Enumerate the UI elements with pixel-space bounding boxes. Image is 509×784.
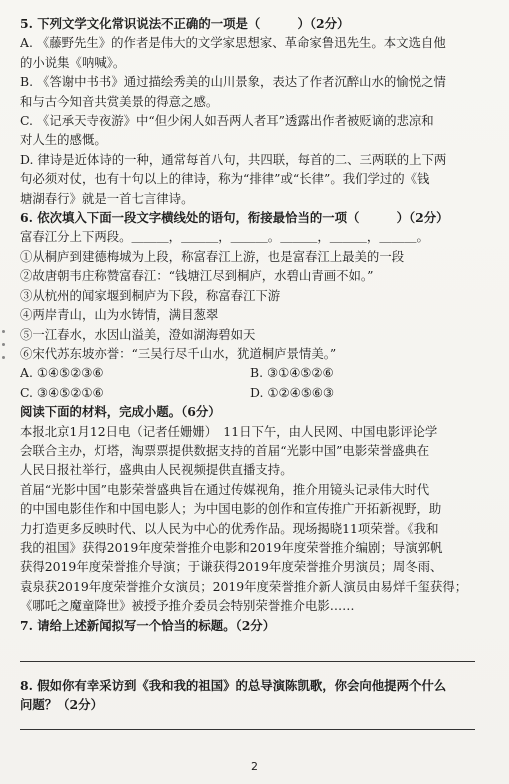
binding-holes xyxy=(2,320,10,450)
q5-option-b-line1: B. 《答谢中书书》通过描绘秀美的山川景象，表达了作者沉醉山水的愉悦之情 xyxy=(20,74,446,90)
reading-p1-line1: 本报北京1月12日电（记者任姗姗） 11日下午，由人民网、中国电影评论学 xyxy=(20,423,438,439)
reading-p2-line2: 的中国电影佳作和中国电影人；为中国电影的创作和宣传推广开拓新视野，助 xyxy=(20,501,442,517)
reading-p1-line2: 会联合主办，灯塔，淘票票提供数据支持的首届“光影中国”电影荣誉盛典在 xyxy=(20,442,430,458)
q6-option-a: A. ①④⑤②③⑥ xyxy=(20,365,104,381)
q6-sentence-2: ②故唐朝韦庄称赞富春江：“钱塘江尽到桐庐，水碧山青画不如。” xyxy=(20,268,374,284)
q6-sentence-4: ④两岸青山，山为水铸情，满目葱翠 xyxy=(20,307,219,323)
reading-p2-line3: 力打造更多反映时代、以人民为中心的优秀作品。现场揭晓11项荣誉。《我和 xyxy=(20,520,439,536)
q5-option-a-line2: 的小说集《呐喊》。 xyxy=(20,54,126,70)
reading-p2-line6: 袁泉获2019年度荣誉推介女演员；2019年度荣誉推介新人演员由易烊千玺获得； xyxy=(20,578,468,594)
q6-sentence-3: ③从杭州的闻家堰到桐庐为下段，称富春江下游 xyxy=(20,287,281,303)
q5-option-d-line1: D. 律诗是近体诗的一种，通常每首八句，共四联，每首的二、三两联的上下两 xyxy=(20,151,447,167)
q6-option-c: C. ③④⑤②①⑥ xyxy=(20,384,104,400)
q7-stem: 7. 请给上述新闻拟写一个恰当的标题。（2分） xyxy=(20,617,276,633)
reading-p2-line4: 我的祖国》获得2019年度荣誉推介电影和2019年度荣誉推介编剧；导演郭帆 xyxy=(20,539,443,555)
q8-stem-line2: 问题？（2分） xyxy=(20,697,103,713)
reading-p2-line1: 首届“光影中国”电影荣誉盛典旨在通过传媒视角，推介用镜头记录伟大时代 xyxy=(20,481,430,497)
reading-p1-line3: 人民日报社举行，盛典由人民视频提供直播支持。 xyxy=(20,462,293,478)
exam-content xyxy=(20,14,490,730)
page-number: 2 xyxy=(251,760,258,773)
q6-option-b: B. ③①④⑤②⑥ xyxy=(250,365,334,381)
q6-stem: 6. 依次填入下面一段文字横线处的语句，衔接最恰当的一项（ ）（2分） xyxy=(20,210,449,226)
q8-answer-line[interactable] xyxy=(20,729,475,730)
q5-option-d-line2: 句必须对仗，也有十句以上的律诗，称为“排律”或“长律”。我们学过的《钱 xyxy=(20,171,430,187)
q8-stem-line1: 8. 假如你有幸采访到《我和我的祖国》的总导演陈凯歌，你会向他提两个什么 xyxy=(20,678,447,693)
q6-lead-sentence: 富春江分上下两段。＿＿＿，＿＿＿，＿＿＿。＿＿＿，＿＿＿，＿＿＿。 xyxy=(20,229,429,245)
q6-sentence-5: ⑤一江春水，水因山溢美，澄如湖海碧如天 xyxy=(20,326,256,342)
q5-option-c-line2: 对人生的感慨。 xyxy=(20,132,107,148)
reading-p2-line5: 获得2019年度荣誉推介导演；于谦获得2019年度荣誉推介男演员；周冬雨、 xyxy=(20,559,443,575)
q5-option-b-line2: 和与古今知音共赏美景的得意之感。 xyxy=(20,93,219,109)
reading-intro: 阅读下面的材料，完成小题。（6分） xyxy=(20,404,221,420)
q6-options-row1 xyxy=(20,363,480,382)
q6-options-row2 xyxy=(20,383,480,402)
q6-sentence-6: ⑥宋代苏东坡亦誉：“三吴行尽千山水，犹道桐庐景情美。” xyxy=(20,345,337,361)
q5-stem: 5. 下列文学文化常识说法不正确的一项是（ ）（2分） xyxy=(20,16,350,31)
q5-option-c-line1: C. 《记承天寺夜游》中“但少闲人如吾两人者耳”透露出作者被贬谪的悲凉和 xyxy=(20,113,434,129)
reading-p2-line7: 《哪吒之魔童降世》被授予推介委员会特别荣誉推介电影…… xyxy=(20,598,355,614)
q5-option-d-line3: 塘湖春行》就是一首七言律诗。 xyxy=(20,190,194,206)
q6-option-d: D. ①②④⑤⑥③ xyxy=(250,384,335,400)
q5-option-a-line1: A. 《藤野先生》的作者是伟大的文学家思想家、革命家鲁迅先生。本文选自他 xyxy=(20,35,446,51)
q6-sentence-1: ①从桐庐到建德梅城为上段，称富春江上游，也是富春江上最美的一段 xyxy=(20,248,405,264)
